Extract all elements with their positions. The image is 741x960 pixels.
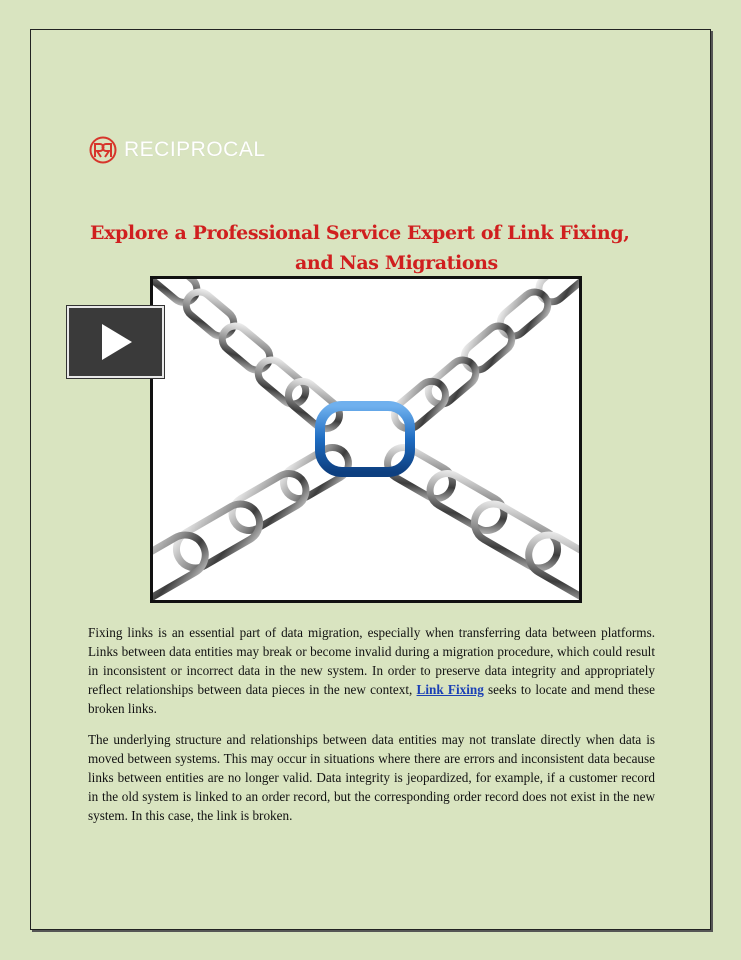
chain-links-image: [150, 276, 582, 603]
paragraph-1: [88, 623, 655, 718]
chain-illustration: [153, 279, 579, 600]
title-line-1: Explore a Professional Service Expert of Link Fixing,: [90, 222, 630, 244]
link-fixing-link[interactable]: Link Fixing: [416, 682, 484, 697]
play-icon: [102, 324, 132, 360]
page-title: [60, 218, 642, 278]
brand-logo: [88, 136, 266, 164]
paragraph-1-text: Fixing links is an essential part of data migration, especially when transferring data between platforms. Links between data entities may break or become invalid during a migration procedure, which could result in inconsistent or incorrect data in the new system. In order to preserve data integrity and appropriately reflect relationships between data pieces in the new context,: [88, 625, 655, 697]
rr-logo-icon: [88, 136, 118, 164]
brand-name: RECIPROCAL: [124, 138, 266, 161]
paragraph-1-tail: seeks to locate and mend these broken links.: [88, 682, 655, 716]
play-button[interactable]: [67, 306, 164, 378]
title-line-2: and Nas Migrations: [295, 252, 498, 274]
paragraph-2: The underlying structure and relationships between data entities may not translate directly when data is moved between systems. This may occur in situations where there are errors and inconsistent data because links between entities are no longer valid. Data integrity is jeopardized, for example, if a customer record in the old system is linked to an order record, but the corresponding order record does not exist in the new system. In this case, the link is broken.: [88, 732, 655, 823]
